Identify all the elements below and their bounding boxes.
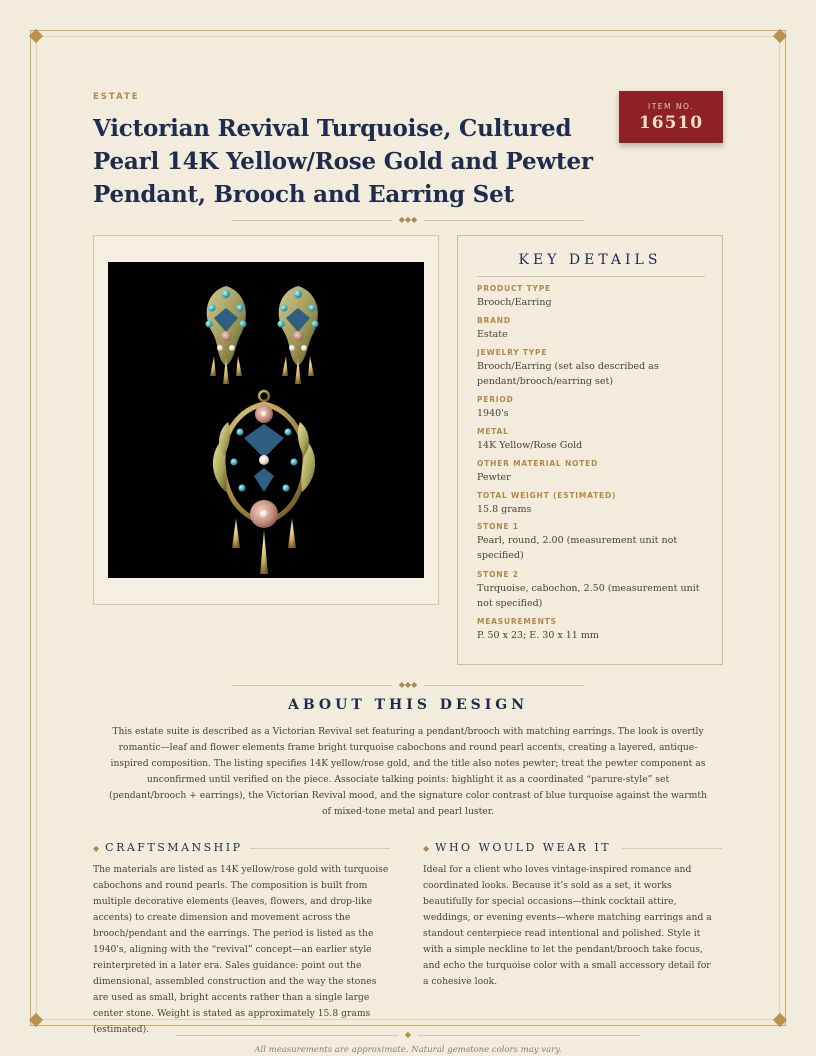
- detail-value: Turquoise, cabochon, 2.50 (measurement unit not specified): [477, 583, 700, 609]
- detail-product-type: [477, 284, 707, 310]
- detail-metal: [477, 427, 707, 453]
- diamond-bullet-icon: ◆: [423, 844, 430, 853]
- who-would-wear-title: WHO WOULD WEAR IT: [435, 841, 612, 854]
- craftsmanship-title: CRAFTSMANSHIP: [105, 841, 243, 854]
- divider: [477, 276, 705, 277]
- detail-label: PERIOD: [477, 395, 514, 404]
- earring-left: [206, 286, 247, 384]
- divider: [250, 848, 390, 849]
- item-number-value: 16510: [638, 113, 704, 133]
- detail-label: MEASUREMENTS: [477, 617, 557, 626]
- title-divider: [232, 215, 584, 225]
- ornament-diamond-icon: ◆: [404, 1030, 412, 1039]
- about-divider: [232, 680, 584, 690]
- detail-value: Estate: [477, 329, 508, 340]
- about-text: This estate suite is described as a Victorian Revival set featuring a pendant/brooch with matching earrings. The look is overtly romantic—leaf and flower elements frame bright turquoise cabochons and round pearl accents, creating a layered, antique-inspired composition. The listing specifies 14K yellow/rose gold, and the title also notes pewter; treat the pewter component as unconfirmed until verified on the piece. Associate talking points: highlight it as a coordinated “parure-style” set (pendant/brooch + earrings), the Victorian Revival mood, and the signature color contrast of blue turquoise against the warmth of mixed-tone metal and pearl luster.: [108, 726, 708, 817]
- detail-label: STONE 1: [477, 522, 519, 531]
- jewelry-illustration: [108, 262, 424, 578]
- detail-jewelry-type: [477, 348, 707, 389]
- item-number-label: ITEM NO.: [648, 102, 694, 111]
- divider: [622, 848, 722, 849]
- detail-value: Brooch/Earring (set also described as pendant/brooch/earring set): [477, 361, 659, 387]
- detail-value: 1940's: [477, 408, 509, 419]
- craftsmanship-text: The materials are listed as 14K yellow/rose gold with turquoise cabochons and round pearls. The composition is built from multiple decorative elements (leaves, flowers, and drop-like accents) to create dimension and movement across the brooch/pendant and the earrings. The period is listed as the 1940's, aligning with the “revival” concept—an earlier style reinterpreted in a later era. Sales guidance: point out the dimensional, assembled construction and the way the stones are used as small, bright accents rather than a single large center stone. Weight is stated as approximately 15.8 grams (estimated).: [93, 864, 389, 1035]
- detail-label: OTHER MATERIAL NOTED: [477, 459, 599, 468]
- detail-value: 14K Yellow/Rose Gold: [477, 440, 583, 451]
- product-title: Victorian Revival Turquoise, Cultured Pearl 14K Yellow/Rose Gold and Pewter Pendant, Brooch and Earring Set: [93, 115, 593, 208]
- diamond-bullet-icon: ◆: [93, 844, 100, 853]
- key-details-panel: [457, 235, 723, 665]
- footer-note: All measurements are approximate. Natural gemstone colors may vary.: [254, 1045, 562, 1055]
- item-number-badge: [619, 91, 723, 143]
- detail-brand: [477, 316, 707, 342]
- brand-eyebrow: ESTATE: [93, 92, 140, 102]
- detail-value: 15.8 grams: [477, 504, 532, 515]
- earring-right: [278, 286, 319, 384]
- detail-label: JEWELRY TYPE: [477, 348, 548, 357]
- detail-stone-2: [477, 570, 707, 611]
- detail-label: STONE 2: [477, 570, 519, 579]
- detail-stone-1: [477, 522, 707, 563]
- detail-value: Brooch/Earring: [477, 297, 552, 308]
- footer-divider: [176, 1030, 640, 1040]
- detail-label: PRODUCT TYPE: [477, 284, 551, 293]
- ornament-diamond-icon: ◆◆◆: [398, 215, 418, 224]
- product-photo: [108, 262, 424, 578]
- detail-value: P. 50 x 23; E. 30 x 11 mm: [477, 630, 599, 641]
- detail-label: METAL: [477, 427, 509, 436]
- who-would-wear-text: Ideal for a client who loves vintage-inspired romance and coordinated looks. Because it’s sold as a set, it works beautifully for special occasions—think cocktail attire, weddings, or evening events—where matching earrings and a standout centerpiece read intentional and polished. Style it with a simple neckline to let the pendant/brooch take focus, and echo the turquoise color with a small accessory detail for a cohesive look.: [423, 864, 712, 987]
- ornament-diamond-icon: ◆◆◆: [398, 680, 418, 689]
- craftsmanship-heading: [93, 841, 243, 854]
- key-details-title: KEY DETAILS: [518, 252, 662, 268]
- detail-label: BRAND: [477, 316, 511, 325]
- who-would-wear-heading: [423, 841, 611, 854]
- detail-value: Pearl, round, 2.00 (measurement unit not specified): [477, 535, 678, 561]
- detail-label: TOTAL WEIGHT (ESTIMATED): [477, 491, 617, 500]
- detail-period: [477, 395, 707, 421]
- about-title: ABOUT THIS DESIGN: [287, 697, 529, 713]
- detail-value: Pewter: [477, 472, 511, 483]
- detail-measurements: [477, 617, 707, 643]
- detail-total-weight: [477, 491, 707, 517]
- pendant-brooch: [213, 391, 315, 574]
- detail-other-material: [477, 459, 707, 485]
